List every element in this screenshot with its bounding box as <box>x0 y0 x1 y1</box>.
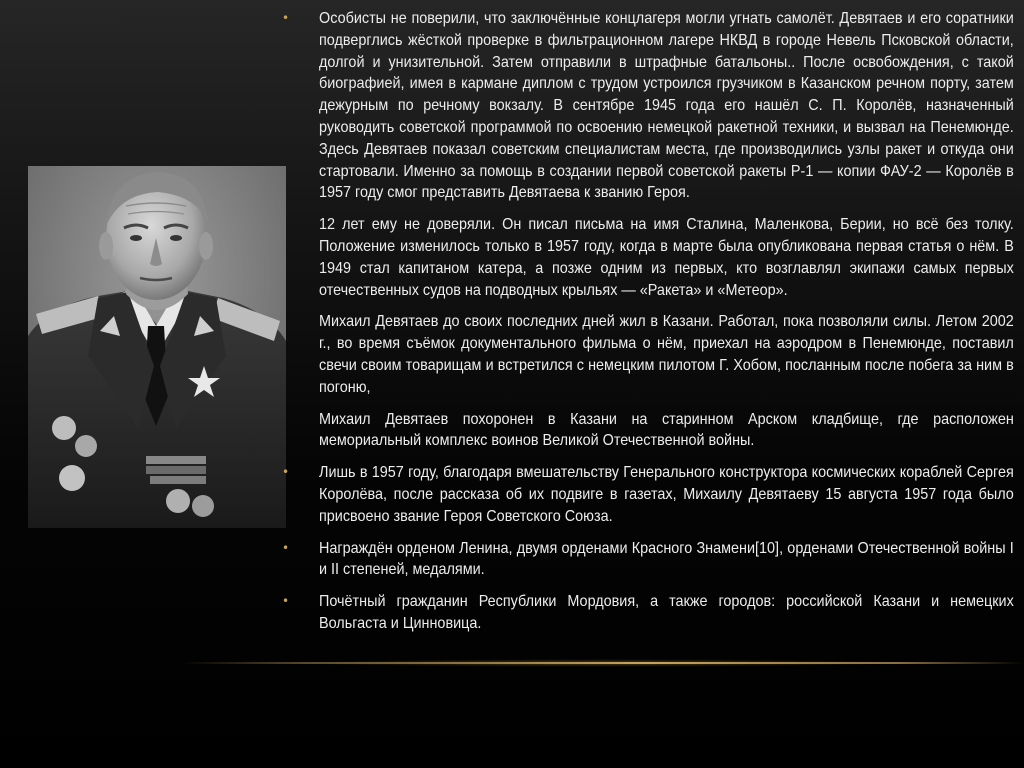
paragraph-text: Почётный гражданин Республики Мордовия, а также городов: российской Казани и немецких Вольгаста и Цинновица. <box>319 593 1014 632</box>
paragraph-7 <box>282 591 1014 635</box>
paragraph-1 <box>282 8 1014 204</box>
paragraph-text: 12 лет ему не доверяли. Он писал письма на имя Сталина, Маленкова, Берии, но всё без толку. Положение изменилось только в 1957 году, когда в марте была опубликована первая статья о нём. В 1949 стал капитаном катера, а позже одним из первых, кто возглавлял экипажи самых первых отечественных судов на подводных крыльях — «Ракета» и «Метеор». <box>319 216 1014 299</box>
portrait-illustration <box>28 166 286 528</box>
bullet-marker: • <box>282 11 290 25</box>
portrait-photo <box>28 166 286 528</box>
bullet-marker: • <box>282 465 290 480</box>
paragraph-text: Михаил Девятаев похоронен в Казани на старинном Арском кладбище, где расположен мемориальный комплекс воинов Великой Отечественной войны. <box>319 410 1014 450</box>
bullet-marker: • <box>282 540 290 555</box>
paragraph-text: Награждён орденом Ленина, двумя орденами Красного Знамени[10], орденами Отечественной войны I и II степеней, медалями. <box>319 539 1014 579</box>
paragraph-3 <box>282 311 1014 398</box>
paragraph-text: Особисты не поверили, что заключённые концлагеря могли угнать самолёт. Девятаев и его соратники подверглись жёсткой проверке в фильтрационном лагере НКВД в городе Невель Псковской области, долгой и унизительной. Затем отправили в штрафные батальоны.. После освобождения, с такой биографией, имея в кармане диплом с трудом устроился грузчиком в Казанском речном порту, затем дежурным по речному вокзалу. В сентябре 1945 года его нашёл С. П. Королёв, назначенный руководить советской программой по освоению немецкой ракетной техники, и вызвал на Пенемюнде. Здесь Девятаев показал советским специалистам места, где производились узлы ракет и откуда они стартовали. Именно за помощь в создании первой советской ракеты Р-1 — копии ФАУ-2 — Королёв в 1957 году смог представить Девятаева к званию Героя. <box>319 10 1014 202</box>
paragraph-text: Лишь в 1957 году, благодаря вмешательству Генерального конструктора космических кораблей Сергея Королёва, после рассказа об их подвиге в газетах, Михаилу Девятаеву 15 августа 1957 года было присвоено звание Героя Советского Союза. <box>319 464 1014 525</box>
paragraph-5 <box>282 462 1014 527</box>
paragraph-6 <box>282 538 1014 582</box>
paragraph-2 <box>282 214 1014 301</box>
bullet-marker: • <box>282 594 290 609</box>
paragraph-4 <box>282 409 1014 453</box>
gold-divider-line <box>180 662 1024 664</box>
paragraph-text: Михаил Девятаев до своих последних дней жил в Казани. Работал, пока позволяли силы. Летом 2002 г., во время съёмок документального фильма о нём, приехал на аэродром в Пенемюнде, поставил свечи своим товарищам и встретился с немецким пилотом Г. Хобом, посланным после побега за ним в погоню, <box>319 313 1014 396</box>
text-content <box>282 8 1014 645</box>
